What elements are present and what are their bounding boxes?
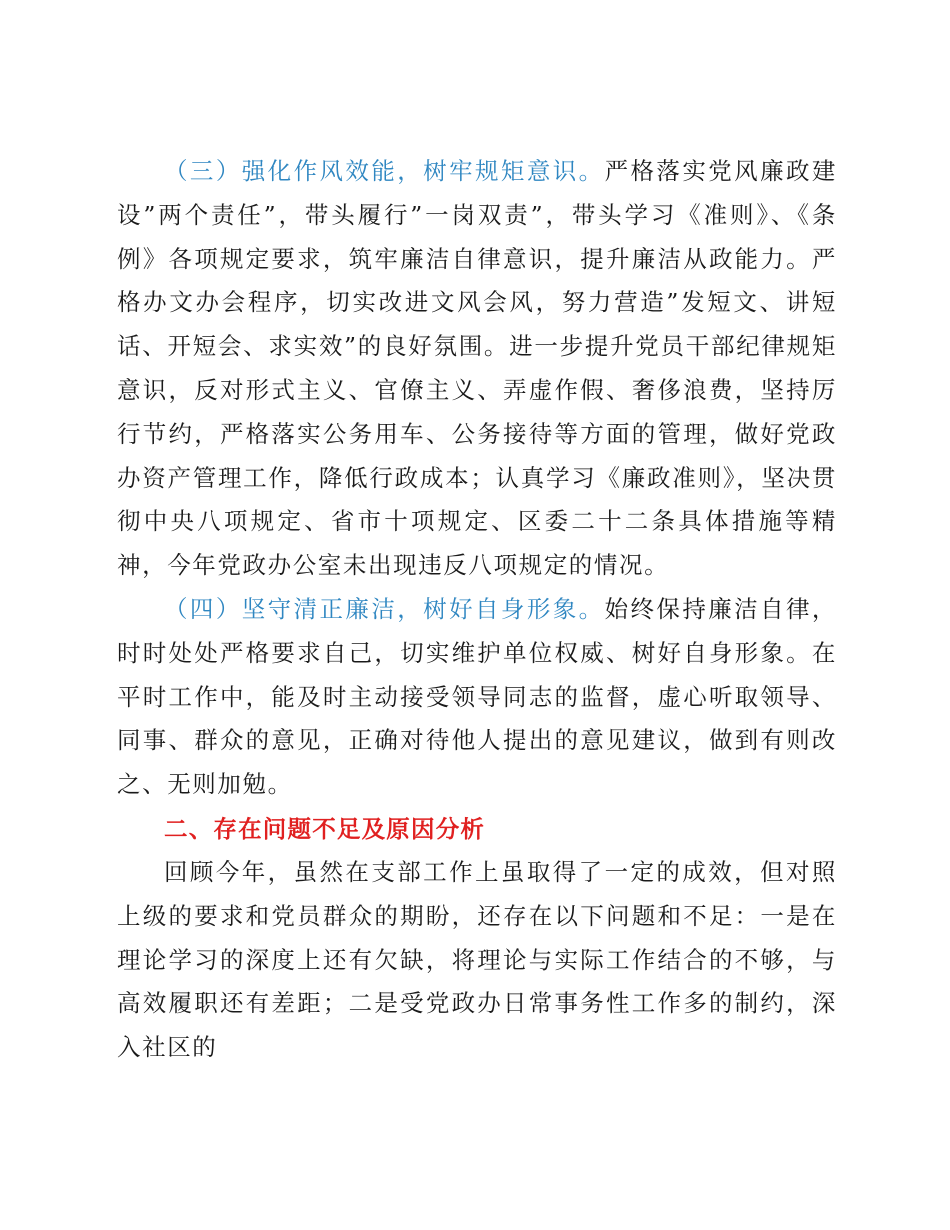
section-2-paragraph: 回顾今年，虽然在支部工作上虽取得了一定的成效，但对照上级的要求和党员群众的期盼，还存在以下问题和不足：一是在理论学习的深度上还有欠缺，将理论与实际工作结合的不够，与高效履职还有差距；二是受党政办日常事务性工作多的制约，深入社区的	[117, 857, 837, 1062]
paragraph-3-body: 严格落实党风廉政建设”两个责任”，带头履行”一岗双责”，带头学习《准则》、《条例》各项规定要求，筑牢廉洁自律意识，提升廉洁从政能力。严格办文办会程序，切实改进文风会风，努力营造”发短文、讲短话、开短会、求实效”的良好氛围。进一步提升党员干部纪律规矩意识，反对形式主义、官僚主义、弄虚作假、奢侈浪费，坚持厉行节约，严格落实公务用车、公务接待等方面的管理，做好党政办资产管理工作，降低行政成本；认真学习《廉政准则》，坚决贯彻中央八项规定、省市十项规定、区委二十二条具体措施等精神，今年党政办公室未出现违反八项规定的情况。	[117, 157, 838, 580]
paragraph-4-heading: （四）坚守清正廉洁，树好自身形象。	[164, 594, 605, 623]
paragraph-4-body: 始终保持廉洁自律，时时处处严格要求自己，切实维护单位权威、树好自身形象。在平时工作中，能及时主动接受领导同志的监督，虚心听取领导、同事、群众的意见，正确对待他人提出的意见建议，做到有则改之、无则加勉。	[117, 594, 838, 799]
paragraph-3-heading: （三）强化作风效能，树牢规矩意识。	[164, 157, 605, 185]
paragraph-4	[117, 588, 837, 807]
section-2-title: 二、存在问题不足及原因分析	[164, 814, 486, 843]
paragraph-3	[117, 150, 837, 588]
document-page	[117, 150, 837, 1070]
